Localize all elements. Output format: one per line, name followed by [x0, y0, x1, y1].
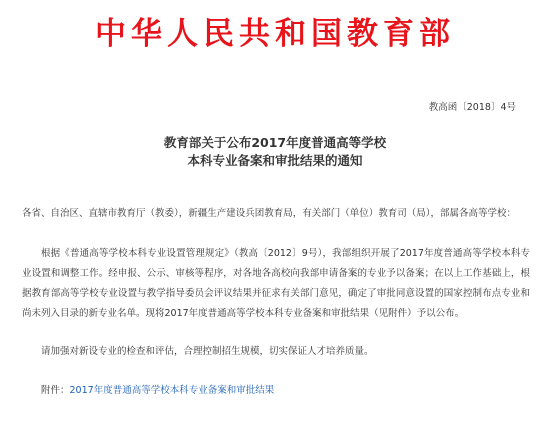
- body-paragraph-1: 根据《普通高等学校本科专业设置管理规定》（教高〔2012〕9号），我部组织开展了2017年度普通高等学校本科专业设置和调整工作。经申报、公示、审核等程序，对各地各高校向我部申请备案的专业予以备案；在以上工作基础上，根据教育部高等学校专业设置与教学指导委员会评议结果并征求有关部门意见，确定了审批同意设置的国家控制布点专业和尚未列入目录的新专业名单。现将2017年度普通高等学校本科专业备案和审批结果（见附件）予以公布。: [22, 248, 530, 319]
- recipients-line: 各省、自治区、直辖市教育厅（教委），新疆生产建设兵团教育局，有关部门（单位）教育司（局），部属各高等学校：: [22, 208, 517, 219]
- document-number: 教高函〔2018〕4号: [428, 102, 516, 113]
- ministry-header-title: 中华人民共和国教育部: [95, 16, 455, 52]
- attachment-label: 附件：: [41, 385, 70, 396]
- notice-title-line-1: 教育部关于公布2017年度普通高等学校: [163, 135, 387, 150]
- attachment-link[interactable]: 2017年度普通高等学校本科专业备案和审批结果: [69, 385, 275, 396]
- notice-title: [0, 134, 550, 170]
- notice-title-line-2: 本科专业备案和审批结果的通知: [187, 153, 363, 168]
- attachment-line: [41, 382, 274, 396]
- body-paragraph-2: 请加强对新设专业的检查和评估，合理控制招生规模，切实保证人才培养质量。: [41, 346, 374, 357]
